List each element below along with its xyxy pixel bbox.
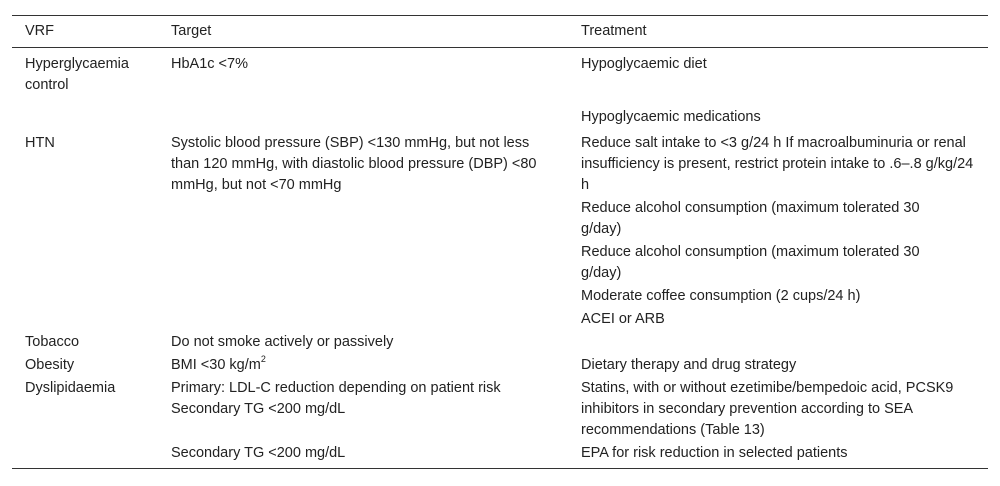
- row-tobacco-target: Do not smoke actively or passively: [171, 334, 394, 350]
- row-htn-treatment-3: Reduce alcohol consumption (maximum tolerated 30 g/day): [581, 244, 920, 281]
- row-htn-treatment-2: Reduce alcohol consumption (maximum tolerated 30 g/day): [581, 200, 920, 237]
- row-hyperglycaemia-treatment: Hypoglycaemic diet: [581, 56, 707, 72]
- row-hyperglycaemia-target: HbA1c <7%: [171, 56, 248, 72]
- row-htn-target: Systolic blood pressure (SBP) <130 mmHg, but not less than 120 mmHg, with diastolic blood pressure (DBP) <80 mmHg, but not <70 mmHg: [171, 135, 537, 193]
- row-dyslipidaemia-target: Primary: LDL-C reduction depending on patient risk Secondary TG <200 mg/dL: [171, 380, 501, 417]
- header-target: Target: [171, 23, 212, 39]
- row-obesity-target-superscript: 2: [260, 354, 266, 365]
- table-top-rule: [12, 15, 988, 16]
- row-dyslipidaemia-treatment-2: EPA for risk reduction in selected patients: [581, 445, 848, 461]
- row-htn-treatment: Reduce salt intake to <3 g/24 h If macroalbuminuria or renal insufficiency is present, restrict protein intake to .6–.8 g/kg/24 h: [581, 135, 974, 193]
- header-rule: [12, 47, 988, 48]
- row-dyslipidaemia-target-2: Secondary TG <200 mg/dL: [171, 445, 346, 461]
- table-bottom-rule: [12, 468, 988, 469]
- header-treatment: Treatment: [581, 23, 647, 39]
- row-htn-treatment-5: ACEI or ARB: [581, 311, 665, 327]
- row-tobacco-vrf: Tobacco: [25, 334, 80, 350]
- row-htn-vrf: HTN: [25, 135, 55, 151]
- row-hyperglycaemia-treatment-2: Hypoglycaemic medications: [581, 109, 761, 125]
- row-hyperglycaemia-vrf: Hyperglycaemia control: [25, 56, 129, 93]
- row-dyslipidaemia-treatment: Statins, with or without ezetimibe/bempedoic acid, PCSK9 inhibitors in secondary prevention according to SEA recommendations (Table 13): [581, 380, 954, 438]
- row-obesity-vrf: Obesity: [25, 357, 75, 373]
- row-obesity-target: [171, 355, 551, 376]
- header-vrf: VRF: [25, 23, 54, 39]
- row-htn-treatment-4: Moderate coffee consumption (2 cups/24 h): [581, 288, 861, 304]
- row-dyslipidaemia-vrf: Dyslipidaemia: [25, 380, 116, 396]
- row-obesity-target-text: BMI <30 kg/m: [171, 357, 261, 373]
- row-obesity-treatment: Dietary therapy and drug strategy: [581, 357, 797, 373]
